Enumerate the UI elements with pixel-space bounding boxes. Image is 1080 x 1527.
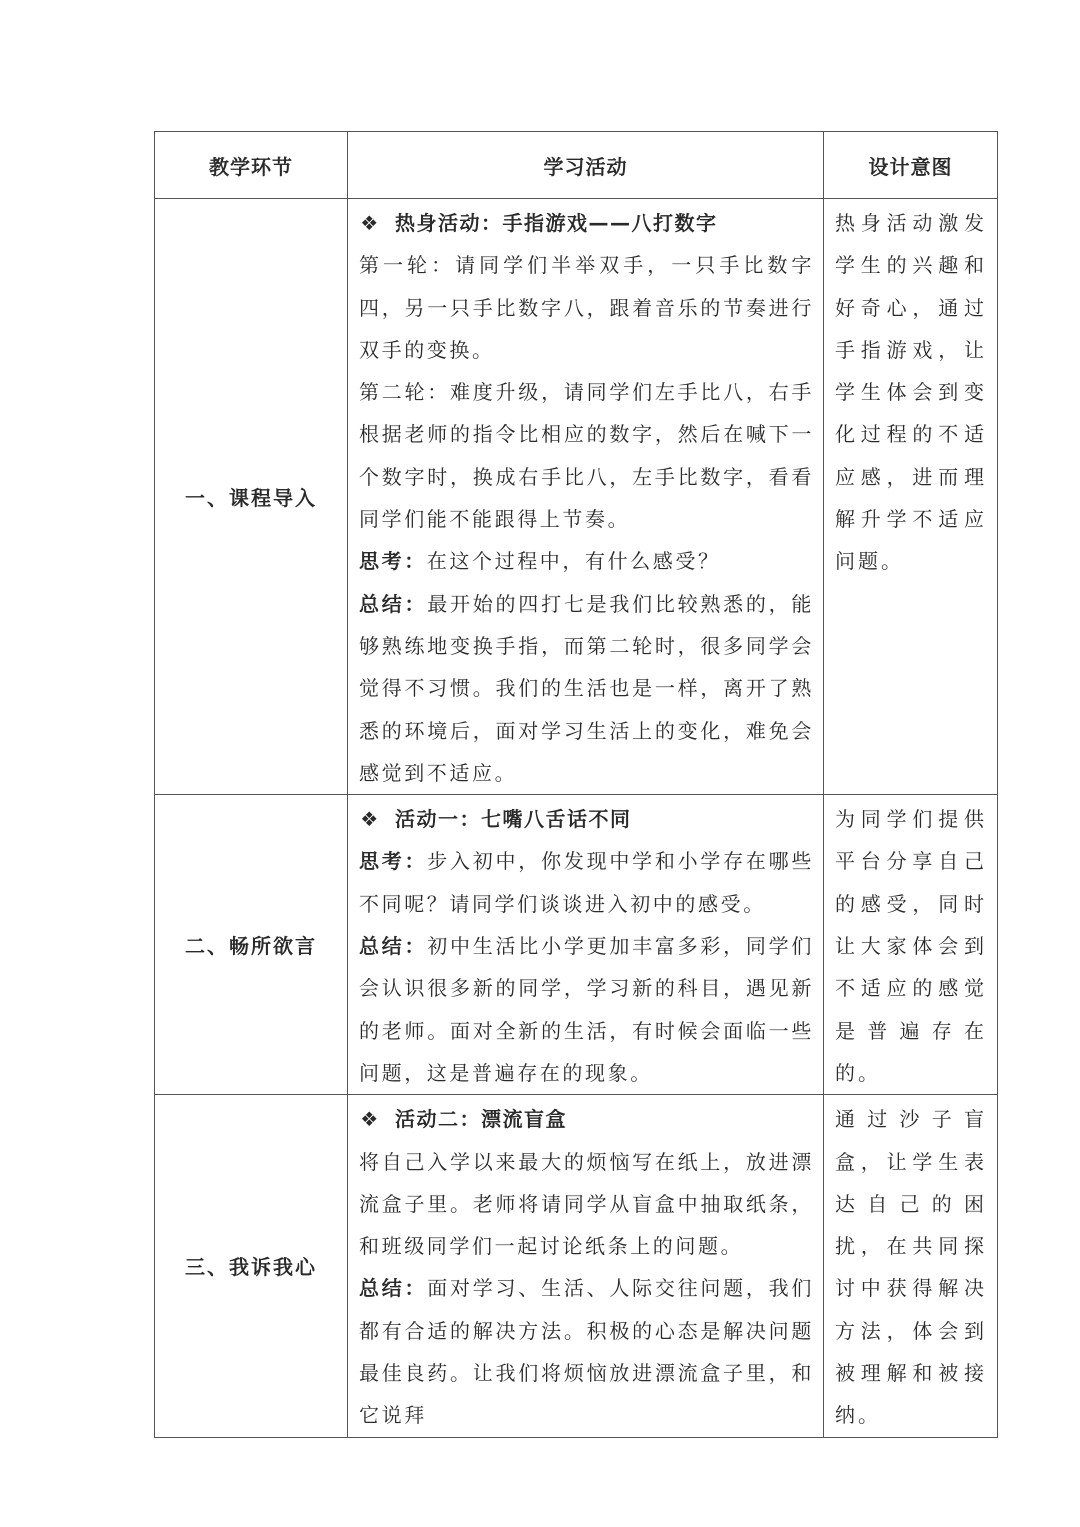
activity-paragraph: 思考：步入初中，你发现中学和小学存在哪些不同呢？请同学们谈谈进入初中的感受。 xyxy=(359,849,814,916)
activity-cell xyxy=(348,795,824,1095)
activity-paragraph: 总结：初中生活比小学更加丰富多彩，同学们会认识很多新的同学，学习新的科目，遇见新的老师。面对全新的生活，有时候会面临一些问题，这是普遍存在的现象。 xyxy=(359,934,814,1085)
diamond-bullet-icon: ❖ xyxy=(360,211,380,235)
activity-title xyxy=(359,1098,814,1140)
table-row xyxy=(155,795,998,1095)
activity-title-text: 热身活动：手指游戏——八打数字 xyxy=(395,211,718,235)
intent-cell xyxy=(824,795,998,1095)
activity-paragraph: 总结：最开始的四打七是我们比较熟悉的，能够熟练地变换手指，而第二轮时，很多同学会觉得不习惯。我们的生活也是一样，离开了熟悉的环境后，面对学习生活上的变化，难免会感觉到不适应。 xyxy=(359,591,814,785)
activity-paragraph: 第二轮：难度升级，请同学们左手比八，右手根据老师的指令比相应的数字，然后在喊下一个数字时，换成右手比八，左手比数字，看看同学们能不能跟得上节奏。 xyxy=(359,380,814,532)
activity-title-text: 活动一：七嘴八舌话不同 xyxy=(395,807,632,832)
header-teaching-stage: 教学环节 xyxy=(155,132,348,199)
activity-paragraph: 思考：在这个过程中，有什么感受？ xyxy=(359,549,721,574)
intent-text: 为同学们提供平台分享自己的感受，同时让大家体会到不适应的感觉是普遍存在的。 xyxy=(835,807,987,1085)
lesson-plan-table xyxy=(154,131,998,1438)
intent-cell xyxy=(824,1095,998,1437)
activity-title xyxy=(359,798,814,840)
stage-cell: 二、畅所欲言 xyxy=(155,795,348,1095)
diamond-bullet-icon: ❖ xyxy=(360,1107,380,1132)
activity-title xyxy=(359,202,814,244)
diamond-bullet-icon: ❖ xyxy=(360,807,380,832)
intent-text: 热身活动激发学生的兴趣和好奇心，通过手指游戏，让学生体会到变化过程的不适应感，进而理解升学不适应问题。 xyxy=(835,211,987,574)
activity-cell xyxy=(348,199,824,795)
table-header-row xyxy=(155,132,998,199)
intent-text: 通过沙子盲盒，让学生表达自己的困扰，在共同探讨中获得解决方法，体会到被理解和被接纳。 xyxy=(835,1107,987,1428)
activity-paragraph: 总结：面对学习、生活、人际交往问题，我们都有合适的解决方法。积极的心态是解决问题最佳良药。让我们将烦恼放进漂流盒子里，和它说拜 xyxy=(359,1276,814,1428)
stage-cell: 三、我诉我心 xyxy=(155,1095,348,1437)
header-design-intent: 设计意图 xyxy=(824,132,998,199)
table-row xyxy=(155,1095,998,1437)
activity-cell xyxy=(348,1095,824,1437)
table-row xyxy=(155,199,998,795)
activity-paragraph: 第一轮：请同学们半举双手，一只手比数字四，另一只手比数字八，跟着音乐的节奏进行双手的变换。 xyxy=(359,253,814,362)
activity-paragraph: 将自己入学以来最大的烦恼写在纸上，放进漂流盒子里。老师将请同学从盲盒中抽取纸条，和班级同学们一起讨论纸条上的问题。 xyxy=(359,1149,814,1259)
header-learning-activity: 学习活动 xyxy=(348,132,824,199)
intent-cell xyxy=(824,199,998,795)
stage-cell: 一、课程导入 xyxy=(155,199,348,795)
activity-title-text: 活动二：漂流盲盒 xyxy=(395,1107,567,1132)
